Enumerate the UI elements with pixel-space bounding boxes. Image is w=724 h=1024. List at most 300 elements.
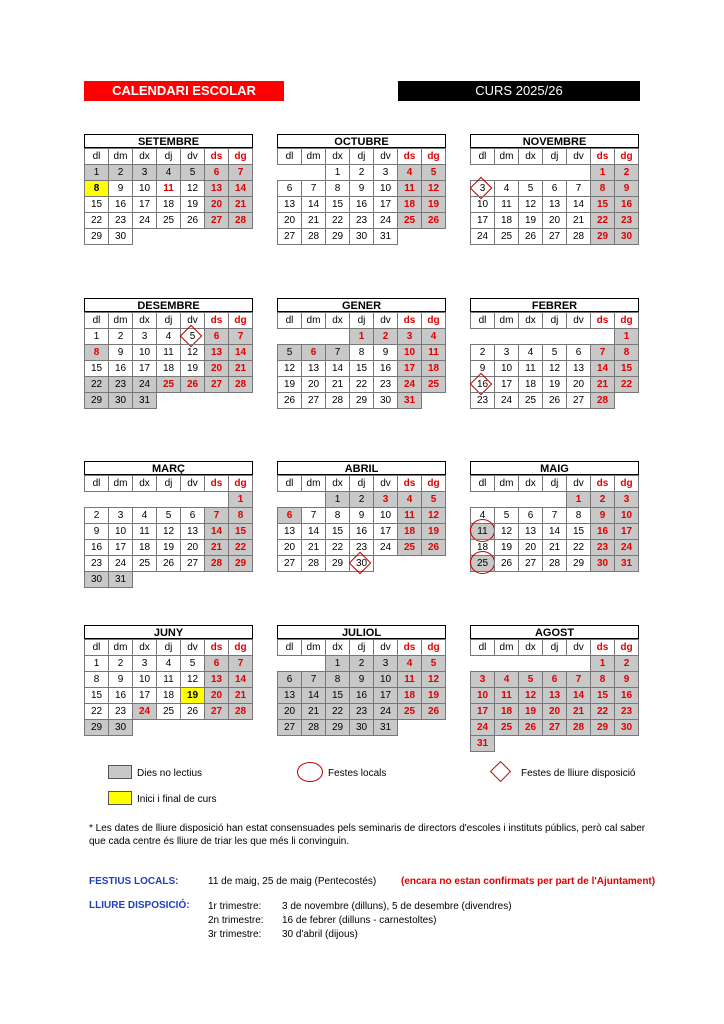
empty-cell [108, 491, 132, 507]
day-cell: 15 [325, 687, 350, 704]
day-cell: 21 [542, 539, 567, 556]
day-cell: 25 [397, 539, 422, 556]
weekday-header: dx [325, 148, 350, 165]
day-cell: 10 [373, 671, 398, 688]
day-cell: 24 [470, 228, 495, 245]
day-cell: 4 [397, 655, 422, 672]
day-cell: 25 [421, 376, 446, 393]
day-cell: 2 [108, 655, 133, 672]
day-cell: 4 [518, 344, 543, 361]
empty-cell [421, 392, 445, 408]
day-cell: 11 [397, 507, 422, 524]
day-cell: 14 [590, 360, 615, 377]
day-cell: 12 [518, 687, 543, 704]
local-holidays-heading: FESTIUS LOCALS: [89, 876, 179, 887]
day-cell: 25 [397, 703, 422, 720]
day-cell: 15 [614, 360, 639, 377]
day-cell: 7 [566, 180, 591, 197]
day-cell: 9 [614, 180, 639, 197]
day-cell: 28 [228, 376, 253, 393]
day-cell: 17 [397, 360, 422, 377]
day-cell: 9 [349, 671, 374, 688]
day-cell: 18 [494, 703, 519, 720]
weekday-header: dx [325, 312, 350, 329]
empty-cell [132, 571, 156, 587]
weekday-header: dl [277, 312, 302, 329]
day-cell: 21 [228, 360, 253, 377]
day-cell: 23 [108, 376, 133, 393]
day-cell: 25 [132, 555, 157, 572]
day-cell: 6 [566, 344, 591, 361]
day-cell: 24 [373, 212, 398, 229]
day-cell: 29 [590, 719, 615, 736]
day-cell: 20 [277, 212, 302, 229]
day-cell: 23 [108, 703, 133, 720]
legend-local-holidays-label: Festes locals [328, 768, 387, 779]
day-cell: 5 [180, 655, 205, 672]
day-cell: 2 [470, 344, 495, 361]
day-cell: 15 [228, 523, 253, 540]
weekday-header: dl [84, 639, 109, 656]
day-cell: 23 [84, 555, 109, 572]
day-cell: 17 [373, 196, 398, 213]
day-cell: 5 [542, 344, 567, 361]
empty-cell [132, 228, 156, 244]
weekday-header: dx [518, 312, 543, 329]
day-cell: 7 [301, 507, 326, 524]
trimester-2-label: 2n trimestre: [208, 915, 264, 926]
day-cell: 15 [84, 360, 109, 377]
day-cell: 7 [301, 180, 326, 197]
weekday-header: dm [301, 639, 326, 656]
day-cell: 3 [373, 491, 398, 508]
weekday-header: dj [542, 148, 567, 165]
empty-cell [494, 655, 518, 671]
empty-cell [156, 491, 180, 507]
weekday-header: dg [421, 312, 446, 329]
day-cell: 10 [132, 671, 157, 688]
day-cell: 6 [518, 507, 543, 524]
day-cell: 5 [156, 507, 181, 524]
day-cell: 29 [325, 555, 350, 572]
day-cell: 2 [108, 328, 133, 345]
day-cell: 1 [566, 491, 591, 508]
day-cell: 4 [470, 507, 495, 524]
day-cell: 16 [614, 196, 639, 213]
day-cell: 25 [397, 212, 422, 229]
day-cell: 21 [301, 703, 326, 720]
day-cell: 1 [325, 164, 350, 181]
day-cell: 26 [277, 392, 302, 409]
day-cell: 12 [180, 671, 205, 688]
weekday-header: ds [397, 639, 422, 656]
day-cell: 10 [373, 180, 398, 197]
day-cell: 16 [349, 196, 374, 213]
day-cell: 17 [373, 523, 398, 540]
day-cell: 2 [108, 164, 133, 181]
day-cell: 25 [494, 719, 519, 736]
empty-cell [156, 719, 180, 735]
day-cell: 16 [108, 360, 133, 377]
day-cell: 27 [277, 719, 302, 736]
empty-cell [180, 491, 204, 507]
day-cell: 11 [156, 344, 181, 361]
day-cell: 31 [108, 571, 133, 588]
day-cell: 23 [470, 392, 495, 409]
empty-cell [566, 655, 590, 671]
day-cell: 29 [590, 228, 615, 245]
day-cell: 27 [204, 376, 229, 393]
day-cell: 19 [180, 360, 205, 377]
day-cell: 21 [204, 539, 229, 556]
day-cell: 12 [156, 523, 181, 540]
weekday-header: dj [542, 639, 567, 656]
day-cell: 26 [180, 703, 205, 720]
day-cell: 11 [421, 344, 446, 361]
empty-cell [84, 491, 108, 507]
empty-cell [132, 719, 156, 735]
empty-cell [204, 571, 228, 587]
month-maig [470, 461, 639, 571]
day-cell: 31 [373, 719, 398, 736]
day-cell: 29 [84, 719, 109, 736]
day-cell: 21 [228, 687, 253, 704]
empty-cell [590, 328, 614, 344]
weekday-header: ds [204, 639, 229, 656]
day-cell: 21 [228, 196, 253, 213]
weekday-header: dv [373, 312, 398, 329]
day-cell: 24 [132, 212, 157, 229]
month-novembre [470, 134, 639, 244]
day-cell: 17 [470, 703, 495, 720]
day-cell: 25 [518, 392, 543, 409]
day-cell: 18 [132, 539, 157, 556]
day-cell: 3 [470, 671, 495, 688]
day-cell: 24 [373, 539, 398, 556]
day-cell: 30 [349, 228, 374, 245]
day-cell: 5 [518, 180, 543, 197]
weekday-header: dg [228, 639, 253, 656]
weekday-header: ds [590, 475, 615, 492]
day-cell: 24 [494, 392, 519, 409]
empty-cell [180, 228, 204, 244]
day-cell: 10 [470, 196, 495, 213]
day-cell: 28 [566, 228, 591, 245]
day-cell: 8 [566, 507, 591, 524]
day-cell: 7 [566, 671, 591, 688]
day-cell: 5 [277, 344, 302, 361]
month-grid [84, 312, 253, 408]
day-cell: 28 [566, 719, 591, 736]
day-cell: 8 [325, 180, 350, 197]
day-cell: 3 [397, 328, 422, 345]
weekday-header: ds [204, 148, 229, 165]
month-grid [277, 148, 446, 244]
empty-cell [470, 164, 494, 180]
day-cell: 9 [614, 671, 639, 688]
weekday-header: dx [325, 475, 350, 492]
empty-cell [397, 719, 421, 735]
day-cell: 9 [108, 344, 133, 361]
day-cell: 11 [156, 671, 181, 688]
day-cell: 18 [397, 523, 422, 540]
month-grid [470, 475, 639, 571]
day-cell: 17 [373, 687, 398, 704]
day-cell: 11 [156, 180, 181, 197]
empty-cell [301, 164, 325, 180]
day-cell: 25 [494, 228, 519, 245]
day-cell: 16 [108, 687, 133, 704]
weekday-header: dg [421, 148, 446, 165]
day-cell: 28 [228, 703, 253, 720]
day-cell: 5 [180, 164, 205, 181]
day-cell: 15 [325, 196, 350, 213]
day-cell: 26 [421, 539, 446, 556]
day-cell: 14 [566, 196, 591, 213]
day-cell: 30 [108, 719, 133, 736]
day-cell: 18 [494, 212, 519, 229]
day-cell: 10 [397, 344, 422, 361]
day-cell: 8 [325, 671, 350, 688]
weekday-header: dl [470, 475, 495, 492]
day-cell: 9 [373, 344, 398, 361]
weekday-header: dx [518, 148, 543, 165]
empty-cell [518, 735, 542, 751]
day-cell: 6 [277, 180, 302, 197]
day-cell: 26 [180, 212, 205, 229]
day-cell: 19 [421, 523, 446, 540]
month-title: SETEMBRE [84, 134, 253, 148]
day-cell: 16 [470, 376, 495, 393]
weekday-header: dl [470, 148, 495, 165]
day-cell: 2 [349, 655, 374, 672]
weekday-header: ds [590, 312, 615, 329]
weekday-header: dg [614, 312, 639, 329]
day-cell: 24 [614, 539, 639, 556]
day-cell: 13 [204, 344, 229, 361]
day-cell: 7 [542, 507, 567, 524]
day-cell: 2 [349, 164, 374, 181]
day-cell: 23 [349, 703, 374, 720]
month-grid [470, 148, 639, 244]
weekday-header: dm [494, 312, 519, 329]
month-grid [277, 312, 446, 408]
month-gener [277, 298, 446, 408]
weekday-header: ds [590, 148, 615, 165]
day-cell: 14 [301, 687, 326, 704]
day-cell: 2 [373, 328, 398, 345]
day-cell: 16 [108, 196, 133, 213]
day-cell: 3 [470, 180, 495, 197]
legend-circle-icon [297, 762, 323, 782]
day-cell: 13 [542, 196, 567, 213]
empty-cell [204, 719, 228, 735]
day-cell: 13 [566, 360, 591, 377]
day-cell: 23 [614, 212, 639, 229]
month-agost [470, 625, 639, 751]
day-cell: 6 [180, 507, 205, 524]
month-octubre [277, 134, 446, 244]
day-cell: 3 [132, 328, 157, 345]
weekday-header: ds [204, 475, 229, 492]
day-cell: 16 [614, 687, 639, 704]
day-cell: 14 [228, 671, 253, 688]
day-cell: 31 [470, 735, 495, 752]
day-cell: 30 [108, 392, 133, 409]
day-cell: 25 [470, 555, 495, 572]
empty-cell [156, 228, 180, 244]
empty-cell [494, 491, 518, 507]
month-title: JUNY [84, 625, 253, 639]
weekday-header: dx [132, 639, 157, 656]
day-cell: 10 [494, 360, 519, 377]
day-cell: 13 [277, 687, 302, 704]
day-cell: 10 [614, 507, 639, 524]
day-cell: 4 [397, 491, 422, 508]
weekday-header: dg [421, 639, 446, 656]
day-cell: 19 [494, 539, 519, 556]
day-cell: 3 [373, 164, 398, 181]
weekday-header: dj [156, 639, 181, 656]
trimester-1-value: 3 de novembre (dilluns), 5 de desembre (divendres) [282, 901, 512, 912]
day-cell: 27 [277, 228, 302, 245]
weekday-header: dl [277, 475, 302, 492]
day-cell: 20 [301, 376, 326, 393]
month-abril [277, 461, 446, 571]
day-cell: 3 [108, 507, 133, 524]
empty-cell [614, 392, 638, 408]
day-cell: 16 [373, 360, 398, 377]
empty-cell [542, 328, 566, 344]
legend-non-teaching-label: Dies no lectius [137, 768, 203, 779]
day-cell: 8 [325, 507, 350, 524]
day-cell: 10 [470, 687, 495, 704]
day-cell: 24 [397, 376, 422, 393]
day-cell: 6 [542, 180, 567, 197]
month-febrer [470, 298, 639, 408]
weekday-header: dg [614, 475, 639, 492]
legend-diamond-icon [490, 761, 511, 782]
day-cell: 2 [349, 491, 374, 508]
day-cell: 12 [494, 523, 519, 540]
day-cell: 27 [518, 555, 543, 572]
day-cell: 27 [277, 555, 302, 572]
day-cell: 29 [228, 555, 253, 572]
empty-cell [397, 228, 421, 244]
day-cell: 31 [614, 555, 639, 572]
weekday-header: dv [180, 639, 205, 656]
day-cell: 6 [277, 671, 302, 688]
day-cell: 30 [108, 228, 133, 245]
day-cell: 12 [542, 360, 567, 377]
day-cell: 2 [590, 491, 615, 508]
month-title: JULIOL [277, 625, 446, 639]
day-cell: 1 [84, 328, 109, 345]
day-cell: 7 [204, 507, 229, 524]
empty-cell [470, 328, 494, 344]
day-cell: 9 [590, 507, 615, 524]
day-cell: 13 [180, 523, 205, 540]
empty-cell [180, 719, 204, 735]
day-cell: 11 [397, 180, 422, 197]
empty-cell [566, 164, 590, 180]
day-cell: 26 [518, 719, 543, 736]
empty-cell [397, 555, 421, 571]
empty-cell [301, 491, 325, 507]
day-cell: 8 [349, 344, 374, 361]
day-cell: 2 [614, 164, 639, 181]
day-cell: 26 [421, 212, 446, 229]
weekday-header: dj [349, 312, 374, 329]
day-cell: 10 [132, 344, 157, 361]
empty-cell [156, 392, 180, 408]
empty-cell [518, 491, 542, 507]
day-cell: 22 [228, 539, 253, 556]
month-marc [84, 461, 253, 587]
day-cell: 22 [590, 212, 615, 229]
day-cell: 8 [228, 507, 253, 524]
weekday-header: dv [566, 148, 591, 165]
day-cell: 27 [204, 212, 229, 229]
day-cell: 25 [156, 212, 181, 229]
day-cell: 14 [301, 523, 326, 540]
empty-cell [542, 655, 566, 671]
weekday-header: dg [614, 148, 639, 165]
day-cell: 4 [494, 180, 519, 197]
day-cell: 13 [277, 196, 302, 213]
day-cell: 15 [349, 360, 374, 377]
weekday-header: dg [228, 475, 253, 492]
weekday-header: dv [373, 148, 398, 165]
day-cell: 28 [228, 212, 253, 229]
day-cell: 22 [325, 703, 350, 720]
weekday-header: dl [84, 148, 109, 165]
day-cell: 17 [132, 196, 157, 213]
day-cell: 6 [301, 344, 326, 361]
day-cell: 19 [421, 687, 446, 704]
day-cell: 30 [349, 555, 374, 572]
day-cell: 17 [132, 687, 157, 704]
day-cell: 22 [566, 539, 591, 556]
day-cell: 9 [84, 523, 109, 540]
day-cell: 23 [373, 376, 398, 393]
empty-cell [277, 655, 301, 671]
day-cell: 13 [204, 671, 229, 688]
day-cell: 5 [518, 671, 543, 688]
legend-free-days-label: Festes de lliure disposició [521, 768, 636, 779]
weekday-header: ds [397, 312, 422, 329]
month-title: OCTUBRE [277, 134, 446, 148]
empty-cell [470, 655, 494, 671]
weekday-header: dm [494, 639, 519, 656]
day-cell: 7 [325, 344, 350, 361]
month-title: GENER [277, 298, 446, 312]
weekday-header: dv [566, 639, 591, 656]
day-cell: 28 [301, 228, 326, 245]
empty-cell [277, 328, 301, 344]
weekday-header: dg [228, 148, 253, 165]
day-cell: 26 [494, 555, 519, 572]
day-cell: 28 [301, 719, 326, 736]
day-cell: 21 [566, 212, 591, 229]
month-grid [470, 312, 639, 408]
day-cell: 8 [84, 671, 109, 688]
day-cell: 28 [204, 555, 229, 572]
weekday-header: ds [590, 639, 615, 656]
month-grid [277, 639, 446, 735]
day-cell: 4 [156, 328, 181, 345]
day-cell: 19 [542, 376, 567, 393]
